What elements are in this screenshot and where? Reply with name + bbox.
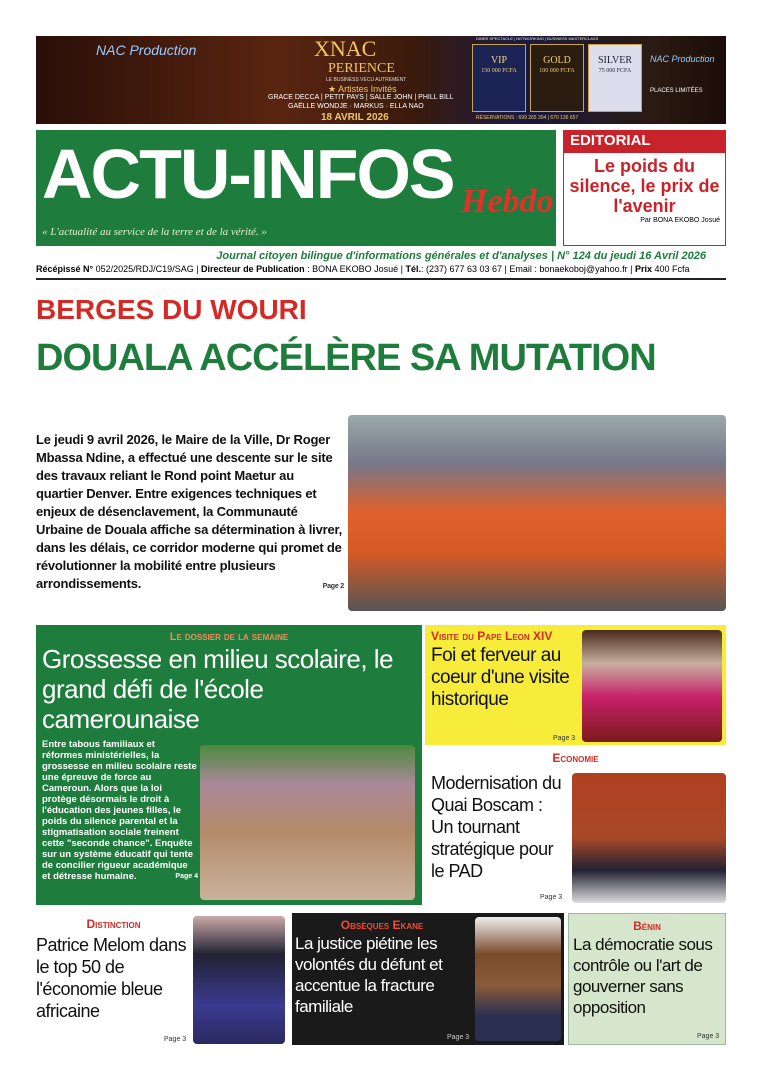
pape-title: Foi et ferveur au coeur d'une visite historique [431,645,570,710]
page-ref: Page 3 [553,735,576,742]
dossier-photo [200,745,415,900]
ad-artists-label: ★ Artistes Invités [328,84,397,94]
tagline: Journal citoyen bilingue d'informations générales et d'analyses | N° 124 du jeudi 16 Avril 2026 [216,250,706,262]
publication-info: Récépissé N° 052/2025/RDJ/C19/SAG | Directeur de Publication : BONA EKOBO Josué | Tél.: (237) 677 63 03 67 | Email : bonaekoboj@yahoo.fr | Prix 400 Fcfa [36,264,726,280]
ad-places: PLACES LIMITÉES [650,88,703,94]
ad-tier-silver: SILVER 75 000 FCFA [588,44,642,112]
ad-tier-gold: GOLD 100 000 FCFA [530,44,584,112]
dossier-label: Le dossier de la semaine [169,631,289,643]
editorial-title: Le poids du silence, le prix de l'avenir [569,156,720,216]
ad-subtitle: LE BUSINESS VECU AUTREMENT [326,77,407,83]
main-photo [348,415,726,611]
ad-date: 18 AVRIL 2026 [321,112,389,123]
page-ref: Page 3 [164,1036,187,1043]
benin-label: Bénin [633,919,661,933]
editorial-box[interactable] [563,130,726,246]
pape-photo [582,630,722,742]
page-ref: Page 3 [697,1033,720,1040]
ad-brand-logo: NAC Production [96,42,197,58]
economie-label: Economie [552,751,599,765]
editorial-label: EDITORIAL [564,131,725,153]
ad-artists-2: GAËLLE WONDJE · MARKUS · ELLA NAO [288,103,424,110]
ad-reservations: RÉSERVATIONS : 699 265 304 | 670 136 657 [476,115,579,121]
page-ref: Page 3 [447,1034,470,1041]
main-headline[interactable]: DOUALA ACCÉLÈRE SA MUTATION [36,337,656,379]
economie-title: Modernisation du Quai Boscam : Un tournant stratégique pour le PAD [431,773,562,881]
economie-photo [572,773,726,903]
page-ref: Page 2 [322,583,344,590]
obseques-photo [475,917,561,1041]
editorial-byline: Par BONA EKOBO Josué [640,217,720,224]
pape-label: Visite du Pape Leon XIV [431,629,553,643]
masthead[interactable] [36,130,556,246]
distinction-label: Distinction [86,917,141,931]
page-ref: Page 3 [540,894,563,901]
benin-title: La démocratie sous contrôle ou l'art de gouverner sans opposition [573,935,713,1017]
obseques-label: Obsèques Ekane [340,918,424,932]
ad-title-rest: PERIENCE [328,61,395,76]
masthead-logo: ACTU-INFOS [42,135,454,213]
benin-box[interactable] [568,913,726,1045]
main-lead: Le jeudi 9 avril 2026, le Maire de la Ville, Dr Roger Mbassa Ndine, a effectué une descente sur le site des travaux reliant le Rond point Maetur au quartier Denver. Entre exigences techniques et enjeux de désenclavement, la Communauté Urbaine de Douala affiche sa détermination à livrer, dans les délais, ce corridor moderne qui promet de révolutionner la mobilité entre plusieurs arrondissements. Page 2 [36,431,344,596]
ad-brand-logo-2: NAC Production [650,54,715,64]
ad-banner[interactable] [36,36,726,124]
ad-artists-1: GRACE DECCA | PETIT PAYS | SALLE JOHN | PHILL BILL [268,94,454,101]
obseques-title: La justice piétine les volontés du défunt et accentue la fracture familiale [295,934,443,1016]
masthead-slogan: « L'actualité au service de la terre et de la vérité. » [42,226,267,238]
main-kicker: BERGES DU WOURI [36,294,307,325]
dossier-title: Grossesse en milieu scolaire, le grand défi de l'école camerounaise [42,644,394,734]
dossier-text: Entre tabous familiaux et réformes ministérielles, la grossesse en milieu scolaire reste une épreuve de force au Cameroun. Alors que la loi protège désormais le droit à l'éducation des jeunes filles, le poids du silence parental et la stigmatisation sociale freinent cette "seconde chance". Enquête sur un système éducatif qui tente de concilier rigueur académique et détresse humaine. Page 4 [42,739,198,882]
distinction-photo [193,916,285,1044]
ad-header: DINER SPECTACLE | NETWORKING | BUSINESS MASTERCLASS [476,36,599,41]
distinction-article[interactable] [36,912,191,1046]
page-ref: Page 4 [175,873,198,880]
ad-title: XNAC [314,36,377,61]
distinction-title: Patrice Melom dans le top 50 de l'économie bleue africaine [36,935,187,1021]
masthead-hebdo: Hebdo [461,183,554,220]
ad-tier-vip: VIP 150 000 FCFA [472,44,526,112]
